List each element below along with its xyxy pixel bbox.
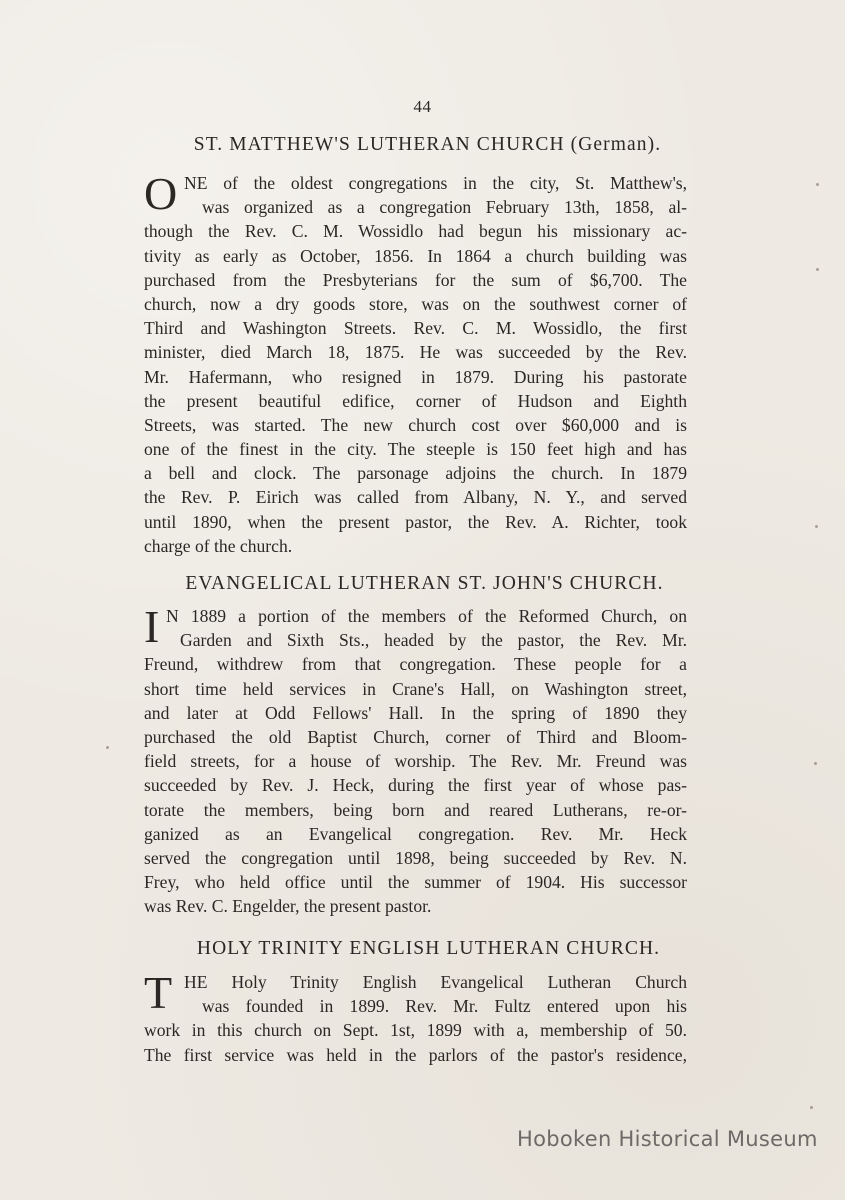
page-number: 44	[413, 97, 432, 116]
text-line: torate the members, being born and reared Lutherans, re-or-	[144, 799, 687, 820]
text-line: NE of the oldest congregations in the city, St. Matthew's,	[184, 173, 687, 193]
text-line: HE Holy Trinity English Evangelical Lutheran Church	[184, 972, 687, 992]
text-line: purchased from the Presbyterians for the sum of $6,700. The	[144, 269, 687, 290]
section-body-holy-trinity	[144, 967, 687, 1067]
text-line: one of the finest in the city. The steeple is 150 feet high and has	[144, 439, 687, 460]
text-line: the Rev. P. Eirich was called from Albany, N. Y., and served	[144, 487, 687, 508]
section-heading-st-johns: EVANGELICAL LUTHERAN ST. JOHN'S CHURCH.	[185, 573, 664, 594]
text-line: was Rev. C. Engelder, the present pastor.	[144, 896, 432, 917]
drop-cap: I	[144, 601, 160, 652]
text-line: Garden and Sixth Sts., headed by the pastor, the Rev. Mr.	[180, 630, 687, 651]
paper-speck	[810, 1106, 813, 1109]
text-line: purchased the old Baptist Church, corner of Third and Bloom-	[144, 726, 687, 747]
text-line: a bell and clock. The parsonage adjoins the church. In 1879	[144, 463, 687, 484]
text-line: work in this church on Sept. 1st, 1899 with a, membership of 50.	[144, 1020, 687, 1041]
paper-speck	[814, 762, 817, 765]
text-line: until 1890, when the present pastor, the Rev. A. Richter, took	[144, 511, 687, 532]
section-body-st-matthews	[144, 168, 687, 558]
text-line: Freund, withdrew from that congregation. These people for a	[144, 654, 687, 675]
text-line: and later at Odd Fellows' Hall. In the spring of 1890 they	[144, 702, 687, 723]
drop-cap: T	[144, 967, 173, 1018]
paper-speck	[816, 268, 819, 271]
text-line: Frey, who held office until the summer of 1904. His successor	[144, 872, 687, 893]
text-line: though the Rev. C. M. Wossidlo had begun his missionary ac-	[144, 221, 687, 242]
text-line: short time held services in Crane's Hall, on Washington street,	[144, 678, 687, 699]
text-line: field streets, for a house of worship. The Rev. Mr. Freund was	[144, 751, 687, 772]
text-line: ganized as an Evangelical congregation. Rev. Mr. Heck	[144, 823, 687, 844]
paper-speck	[816, 183, 819, 186]
text-line: Third and Washington Streets. Rev. C. M. Wossidlo, the first	[144, 318, 687, 339]
paper-speck	[106, 746, 109, 749]
section-heading-st-matthews: ST. MATTHEW'S LUTHERAN CHURCH (German).	[193, 134, 662, 155]
text-line: Mr. Hafermann, who resigned in 1879. During his pastorate	[144, 366, 687, 387]
text-line: served the congregation until 1898, being succeeded by Rev. N.	[144, 847, 687, 868]
text-line: church, now a dry goods store, was on the southwest corner of	[144, 293, 687, 314]
text-line: The first service was held in the parlors of the pastor's residence,	[144, 1044, 687, 1065]
text-line: tivity as early as October, 1856. In 1864 a church building was	[144, 245, 687, 266]
paper-speck	[815, 525, 818, 528]
section-heading-holy-trinity: HOLY TRINITY ENGLISH LUTHERAN CHURCH.	[196, 938, 661, 959]
section-body-st-johns	[144, 601, 687, 918]
text-line: was organized as a congregation February 13th, 1858, al-	[202, 197, 687, 218]
text-line: the present beautiful edifice, corner of Hudson and Eighth	[144, 390, 687, 411]
museum-watermark: Hoboken Historical Museum	[517, 1127, 818, 1151]
text-line: Streets, was started. The new church cost over $60,000 and is	[144, 414, 687, 435]
text-line: was founded in 1899. Rev. Mr. Fultz entered upon his	[202, 996, 687, 1017]
text-line: charge of the church.	[144, 535, 293, 556]
text-line: succeeded by Rev. J. Heck, during the first year of whose pas-	[144, 775, 687, 796]
text-line: minister, died March 18, 1875. He was succeeded by the Rev.	[144, 342, 687, 363]
drop-cap: O	[144, 168, 178, 219]
text-line: N 1889 a portion of the members of the Reformed Church, on	[166, 606, 687, 626]
